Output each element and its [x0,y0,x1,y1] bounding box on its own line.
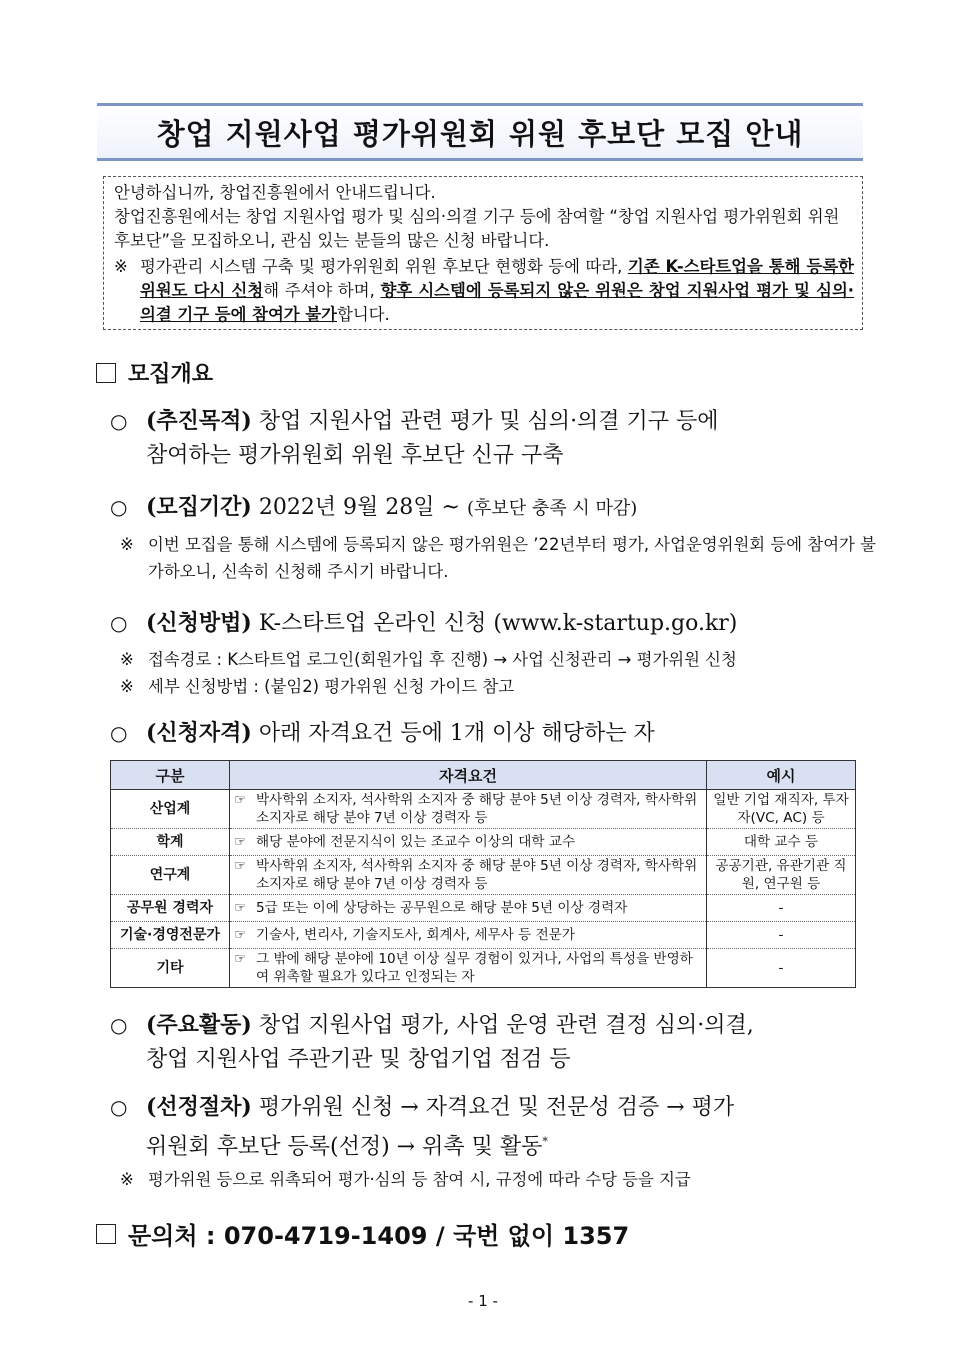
row-requirement: 기술사, 변리사, 기술지도사, 회계사, 세무사 등 전문가 [256,927,575,943]
item-selection [110,1090,874,1164]
note-period [120,531,876,585]
row-example: 공공기관, 유관기관 직원, 연구원 등 [707,856,856,895]
row-example: - [707,895,856,922]
qualification-table [110,760,856,988]
bullet-circle: ○ [110,1095,128,1119]
row-category: 기술·경영전문가 [111,922,230,949]
footnote-star: * [542,1135,548,1148]
note-emphasis: 향후 시스템에 등록되지 않은 위원은 창업 지원사업 평가 및 심의·의결 기구 등에 참여가 불가 [140,281,855,324]
row-requirement: 5급 또는 이에 상당하는 공무원으로 해당 분야 5년 이상 경력자 [256,900,628,916]
bullet-circle: ○ [110,1013,128,1037]
page-title: 창업 지원사업 평가위원회 위원 후보단 모집 안내 [156,116,804,151]
intro-note-text [140,255,854,327]
note-selection [120,1166,876,1193]
table-row [111,949,856,988]
row-category: 연구계 [111,856,230,895]
item-label: (모집기간) [146,494,252,520]
note-emphasis: 기존 K-스타트업을 통해 등록한 위원도 다시 신청 [140,257,854,300]
intro-box [103,176,863,330]
row-category: 공무원 경력자 [111,895,230,922]
note-mark: ※ [120,1170,134,1189]
section-label: 모집개요 [128,362,214,387]
table-row [111,829,856,856]
pointing-hand-icon: ☞ [234,858,247,874]
note-part: 평가관리 시스템 구축 및 평가위원회 위원 후보단 현행화 등에 따라, [140,257,628,276]
row-category: 산업계 [111,790,230,829]
bullet-circle: ○ [110,721,128,745]
pointing-hand-icon: ☞ [234,900,247,916]
checkbox-square-icon [96,1224,116,1244]
intro-description: 창업진흥원에서는 창업 지원사업 평가 및 심의·의결 기구 등에 참여할 “창업 지원사업 평가위원회 위원 후보단”을 모집하오니, 관심 있는 분들의 많은 신청 바랍니다. [114,207,840,250]
pointing-hand-icon: ☞ [234,792,247,808]
row-example: 대학 교수 등 [707,829,856,856]
item-label: (신청자격) [146,720,252,746]
checkbox-square-icon [96,363,116,383]
row-requirement: 해당 분야에 전문지식이 있는 조교수 이상의 대학 교수 [256,834,576,850]
item-text-cont: 위원회 후보단 등록(선정) → 위촉 및 활동 [146,1134,543,1160]
table-row [111,922,856,949]
table-row [111,895,856,922]
note-method [120,646,876,700]
header-requirement: 자격요건 [230,761,707,790]
row-category: 학계 [111,829,230,856]
row-example: - [707,949,856,988]
bullet-circle: ○ [110,409,128,433]
item-text: 창업 지원사업 관련 평가 및 심의·의결 기구 등에 [251,409,719,434]
note-text: 접속경로 : K스타트업 로그인(회원가입 후 진행) → 사업 신청관리 → 평가위원 신청 [148,650,737,669]
item-purpose [110,404,874,473]
item-label: (신청방법) [146,610,252,636]
note-mark: ※ [120,677,134,696]
row-requirement: 박사학위 소지자, 석사학위 소지자 중 해당 분야 5년 이상 경력자, 학사학위 소지자로 해당 분야 7년 이상 경력자 등 [256,858,698,892]
row-requirement: 그 밖에 해당 분야에 10년 이상 실무 경험이 있거나, 사업의 특성을 반영하여 위촉할 필요가 있다고 인정되는 자 [256,951,693,985]
item-text: 아래 자격요건 등에 1개 이상 해당하는 자 [251,721,655,746]
note-part: 합니다. [337,305,390,324]
item-activity [110,1008,874,1077]
item-label: (추진목적) [146,408,252,434]
row-example: - [707,922,856,949]
note-mark: ※ [120,650,134,669]
table-row [111,790,856,829]
pointing-hand-icon: ☞ [234,927,247,943]
table-row [111,856,856,895]
intro-note [114,255,854,327]
item-label: (선정절차) [146,1094,252,1120]
bullet-circle: ○ [110,611,128,635]
item-text: K-스타트업 온라인 신청 (www.k-startup.go.kr) [251,611,738,636]
intro-greeting: 안녕하십니까, 창업진흥원에서 안내드립니다. [114,183,436,202]
bullet-circle: ○ [110,495,128,519]
item-text-cont: 창업 지원사업 주관기관 및 창업기업 점검 등 [146,1047,571,1072]
header-example: 예시 [707,761,856,790]
header-category: 구분 [111,761,230,790]
contact-label: 문의처 : 070-4719-1409 / 국번 없이 1357 [128,1222,630,1250]
note-mark: ※ [114,257,128,276]
item-period [110,490,874,526]
note-part: 해 주셔야 하며, [263,281,381,300]
note-mark: ※ [120,535,134,554]
row-requirement: 박사학위 소지자, 석사학위 소지자 중 해당 분야 5년 이상 경력자, 학사학위 소지자로 해당 분야 7년 이상 경력자 등 [256,792,698,826]
pointing-hand-icon: ☞ [234,834,247,850]
table-header-row [111,761,856,790]
note-text: 평가위원 등으로 위촉되어 평가·심의 등 참여 시, 규정에 따라 수당 등을 지급 [148,1170,691,1189]
item-eligibility [110,716,874,751]
item-label: (주요활동) [146,1012,252,1038]
item-text-cont: 참여하는 평가위원회 위원 후보단 신규 구축 [146,443,564,468]
page-number: - 1 - [468,1292,498,1310]
section-overview-header [96,357,213,388]
row-category: 기타 [111,949,230,988]
row-example: 일반 기업 재직자, 투자자(VC, AC) 등 [707,790,856,829]
title-banner [97,103,863,161]
item-text: 평가위원 신청 → 자격요건 및 전문성 검증 → 평가 [251,1095,735,1120]
note-text: 세부 신청방법 : (붙임2) 평가위원 신청 가이드 참고 [148,677,515,696]
item-text: 2022년 9월 28일 ~ [251,495,467,520]
item-text: 창업 지원사업 평가, 사업 운영 관련 결정 심의·의결, [251,1013,754,1038]
note-text: 이번 모집을 통해 시스템에 등록되지 않은 평가위원은 ’22년부터 평가, 사업운영위원회 등에 참여가 불가하오니, 신속히 신청해 주시기 바랍니다. [148,535,876,581]
item-method [110,606,874,641]
item-paren: (후보단 충족 시 마감) [466,498,638,519]
pointing-hand-icon: ☞ [234,951,247,967]
contact-section [96,1216,629,1251]
